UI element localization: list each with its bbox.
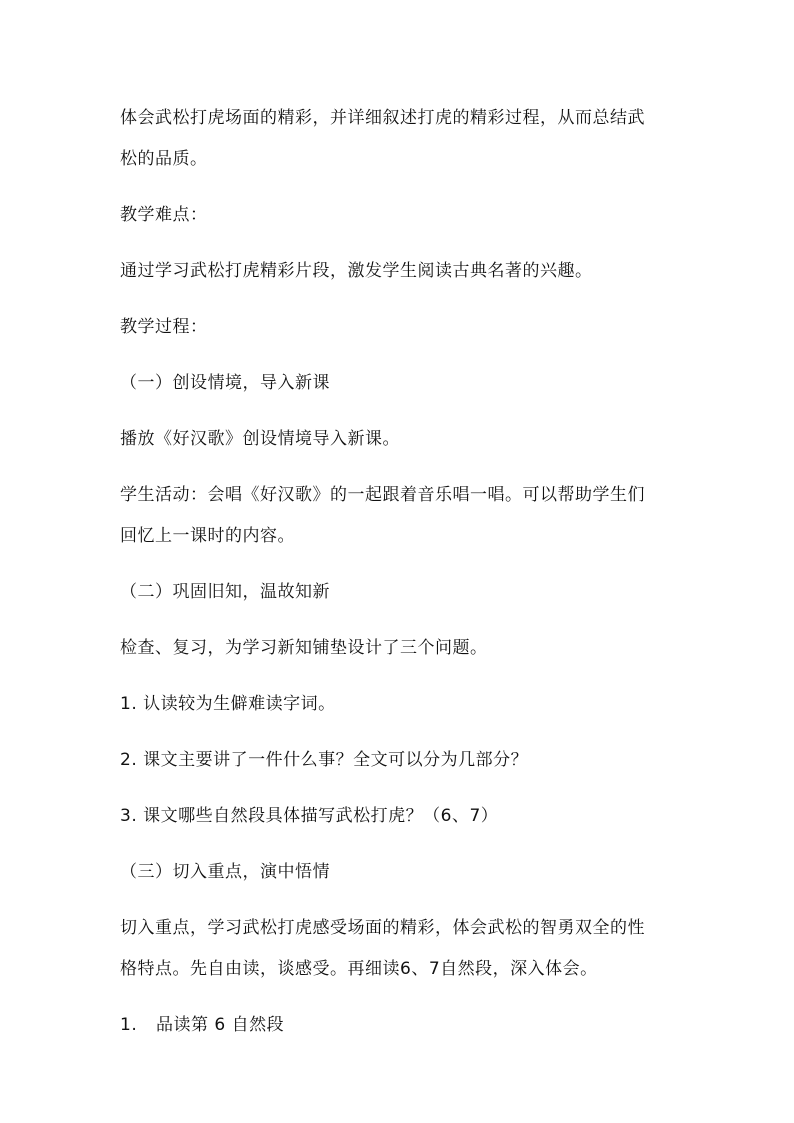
list-item-text: 品读第 6 自然段: [156, 1015, 285, 1035]
section-heading: 教学过程：: [120, 317, 208, 337]
subsection-heading: （二）巩固旧知，温故知新: [120, 582, 330, 602]
paragraph-line: 通过学习武松打虎精彩片段，激发学生阅读古典名著的兴趣。: [120, 261, 593, 281]
paragraph-line: 播放《好汉歌》创设情境导入新课。: [120, 429, 400, 449]
subsection-heading: （三）切入重点，演中悟情: [120, 862, 330, 882]
list-item: 1. 认读较为生僻难读字词。: [120, 694, 336, 714]
list-item-number: 1.: [120, 1015, 138, 1035]
paragraph-line: 切入重点，学习武松打虎感受场面的精彩，体会武松的智勇双全的性: [120, 918, 645, 938]
list-item: [120, 1013, 284, 1037]
paragraph-line: 体会武松打虎场面的精彩，并详细叙述打虎的精彩过程，从而总结武: [120, 108, 645, 128]
paragraph-line: 格特点。先自由读，谈感受。再细读6、7自然段，深入体会。: [120, 959, 598, 979]
section-heading: 教学难点：: [120, 205, 208, 225]
paragraph-line: 检查、复习，为学习新知铺垫设计了三个问题。: [120, 638, 488, 658]
paragraph-line: 回忆上一课时的内容。: [120, 526, 295, 546]
list-item: 2. 课文主要讲了一件什么事？全文可以分为几部分？: [120, 750, 529, 770]
paragraph-line: 松的品质。: [120, 149, 208, 169]
list-item: 3. 课文哪些自然段具体描写武松打虎？（6、7）: [120, 806, 499, 826]
paragraph-line: 学生活动：会唱《好汉歌》的一起跟着音乐唱一唱。可以帮助学生们: [120, 485, 645, 505]
subsection-heading: （一）创设情境，导入新课: [120, 373, 330, 393]
